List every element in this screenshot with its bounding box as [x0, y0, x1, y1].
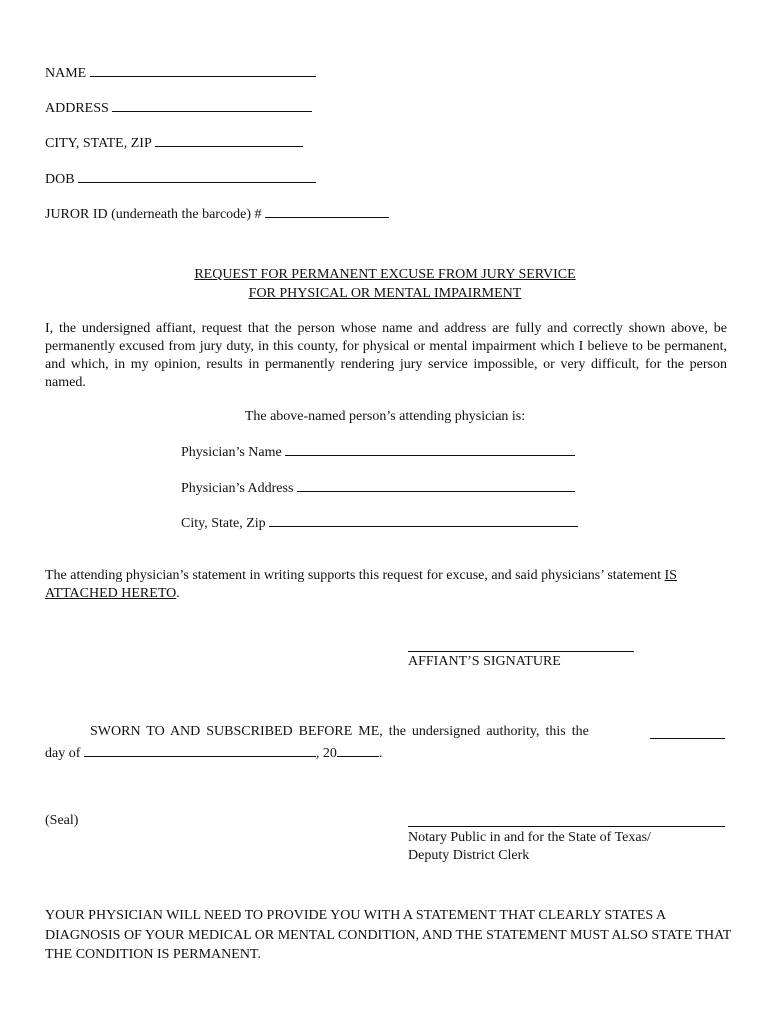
notary-line1: Notary Public in and for the State of Texas/	[408, 830, 651, 845]
physician-name-label: Physician’s Name	[181, 445, 282, 460]
affidavit-paragraph: I, the undersigned affiant, request that the person whose name and address are fully and correctly shown above, be permanently excused from jury duty, in this county, for physical or mental impairment which I believe to be permanent, and which, in my opinion, results in permanently rendering jury service impossible, or very difficult, for the person named.	[45, 321, 727, 390]
city-state-zip-blank[interactable]	[155, 134, 303, 147]
physician-address-blank[interactable]	[297, 479, 575, 492]
physician-name-blank[interactable]	[285, 443, 575, 456]
city-state-zip-label: CITY, STATE, ZIP	[45, 136, 152, 151]
month-blank[interactable]	[84, 744, 316, 757]
city-state-zip-field	[45, 134, 303, 152]
physician-city-field	[181, 514, 578, 532]
seal-label: (Seal)	[45, 813, 79, 828]
physician-city-blank[interactable]	[269, 514, 578, 527]
dob-field	[45, 170, 316, 188]
year-blank[interactable]	[337, 744, 379, 757]
address-blank[interactable]	[112, 99, 312, 112]
statement-emphasis: IS ATTACHED HERETO	[45, 568, 677, 601]
name-label: NAME	[45, 66, 87, 81]
statement-text: The attending physician’s statement in writing supports this request for excuse, and said physicians’ statement	[45, 568, 665, 583]
name-blank[interactable]	[90, 64, 316, 77]
physician-statement	[45, 567, 727, 603]
statement-end: .	[176, 586, 180, 601]
sworn-end: .	[378, 746, 383, 761]
day-of-label: day of	[45, 746, 81, 761]
name-field	[45, 64, 316, 82]
physician-address-field	[181, 479, 575, 497]
physician-address-label: Physician’s Address	[181, 481, 294, 496]
juror-id-field	[45, 205, 389, 223]
sworn-statement: SWORN TO AND SUBSCRIBED BEFORE ME, the undersigned authority, this the	[90, 724, 589, 739]
notary-line2: Deputy District Clerk	[408, 848, 530, 863]
affiant-signature-label: AFFIANT’S SIGNATURE	[408, 654, 561, 669]
physician-name-field	[181, 443, 575, 461]
address-label: ADDRESS	[45, 101, 109, 116]
form-title-line1: REQUEST FOR PERMANENT EXCUSE FROM JURY SERVICE	[194, 267, 576, 282]
dob-blank[interactable]	[78, 170, 316, 183]
physician-city-label: City, State, Zip	[181, 516, 266, 531]
physician-intro: The above-named person’s attending physician is:	[244, 409, 526, 424]
notary-signature-line[interactable]	[408, 826, 725, 827]
physician-notice: YOUR PHYSICIAN WILL NEED TO PROVIDE YOU WITH A STATEMENT THAT CLEARLY STATES A DIAGNOSIS OF YOUR MEDICAL OR MENTAL CONDITION, AND THE STATEMENT MUST ALSO STATE THAT THE CONDITION IS PERMANENT.	[45, 908, 732, 962]
sworn-day-blank[interactable]	[650, 738, 725, 739]
sworn-date-field	[45, 744, 382, 762]
juror-id-blank[interactable]	[265, 205, 389, 218]
affiant-signature-line[interactable]	[408, 651, 634, 652]
dob-label: DOB	[45, 172, 75, 187]
form-title-line2: FOR PHYSICAL OR MENTAL IMPAIRMENT	[248, 286, 522, 301]
year-prefix: , 20	[315, 746, 337, 761]
juror-id-label: JUROR ID (underneath the barcode) #	[45, 207, 262, 222]
address-field	[45, 99, 312, 117]
